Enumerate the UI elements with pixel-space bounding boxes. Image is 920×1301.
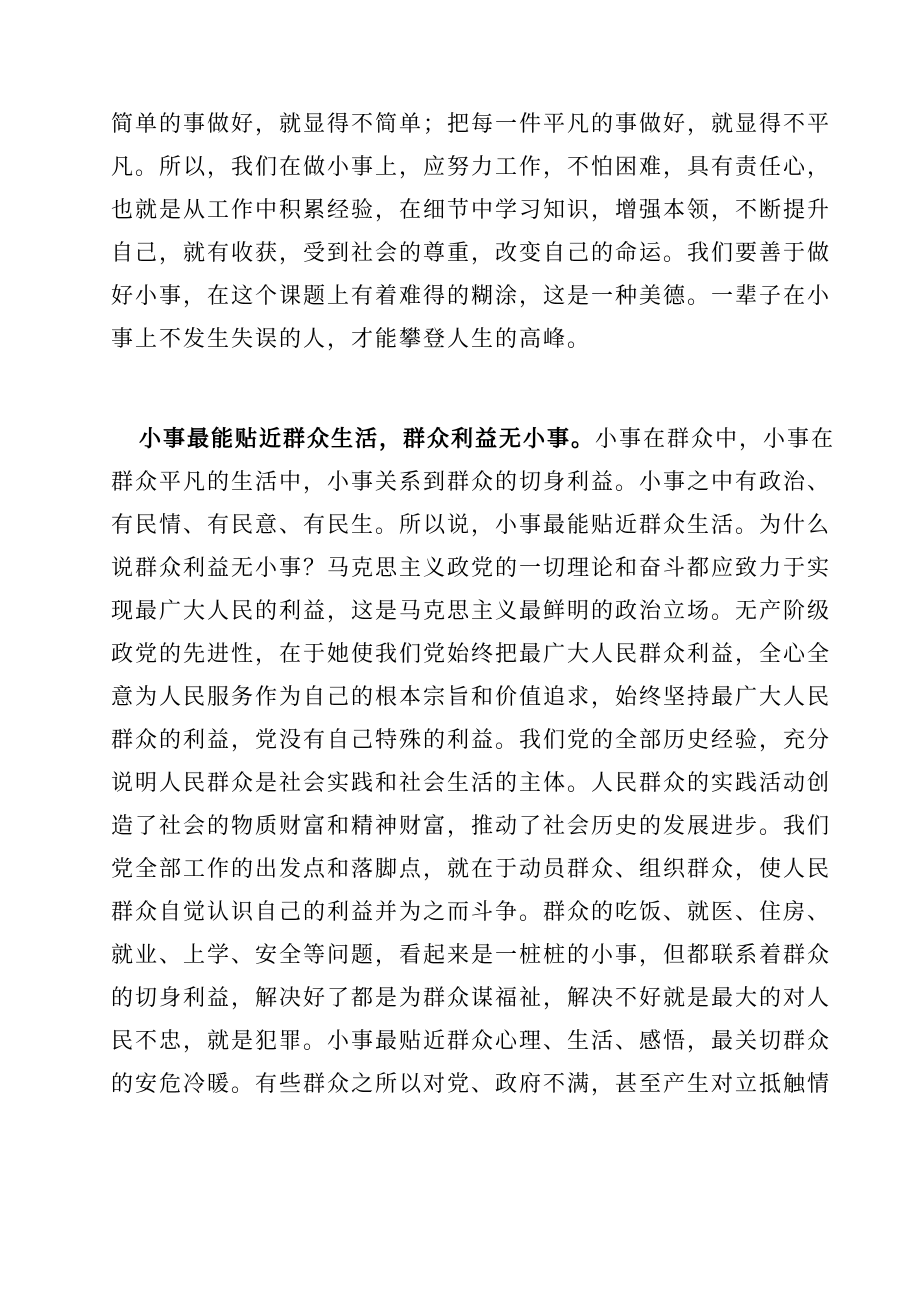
text-line: 凡。所以，我们在做小事上，应努力工作，不怕困难，具有责任心，: [111, 155, 832, 180]
text-line: 说明人民群众是社会实践和社会生活的主体。人民群众的实践活动创: [111, 771, 832, 796]
text-line: 说群众利益无小事？马克思主义政党的一切理论和奋斗都应致力于实: [111, 556, 832, 581]
text-line: 党全部工作的出发点和落脚点，就在于动员群众、组织群众，使人民: [111, 857, 832, 882]
text-line: 自己，就有收获，受到社会的尊重，改变自己的命运。我们要善于做: [111, 241, 832, 266]
text-line: 群众平凡的生活中，小事关系到群众的切身利益。小事之中有政治、: [111, 470, 832, 495]
text-line: 事上不发生失误的人，才能攀登人生的高峰。: [111, 327, 592, 352]
first-line-rest: 小事在群众中，小事在: [595, 427, 836, 452]
text-line: 简单的事做好，就显得不简单；把每一件平凡的事做好，就显得不平: [111, 112, 832, 137]
text-line: 也就是从工作中积累经验，在细节中学习知识，增强本领，不断提升: [111, 198, 832, 223]
paragraph-heading: 小事最能贴近群众生活，群众利益无小事。: [139, 426, 596, 452]
text-line: 好小事，在这个课题上有着难得的糊涂，这是一种美德。一辈子在小: [111, 284, 832, 309]
text-line: 政党的先进性，在于她使我们党始终把最广大人民群众利益，全心全: [111, 642, 832, 667]
paragraph-1: [111, 103, 832, 361]
text-line: 群众自觉认识自己的利益并为之而斗争。群众的吃饭、就医、住房、: [111, 900, 832, 925]
text-line: 的安危冷暖。有些群众之所以对党、政府不满，甚至产生对立抵触情: [111, 1072, 832, 1097]
text-line: 的切身利益，解决好了都是为群众谋福祉，解决不好就是最大的对人: [111, 986, 832, 1011]
text-line: 群众的利益，党没有自己特殊的利益。我们党的全部历史经验，充分: [111, 728, 832, 753]
text-line: 有民情、有民意、有民生。所以说，小事最能贴近群众生活。为什么: [111, 513, 832, 538]
paragraph-2: [111, 418, 836, 1106]
text-line: 民不忠，就是犯罪。小事最贴近群众心理、生活、感悟，最关切群众: [111, 1029, 832, 1054]
text-line: 意为人民服务作为自己的根本宗旨和价值追求，始终坚持最广大人民: [111, 685, 832, 710]
text-line: 造了社会的物质财富和精神财富，推动了社会历史的发展进步。我们: [111, 814, 832, 839]
paragraph-2-first-line: [111, 418, 836, 461]
text-line: 就业、上学、安全等问题，看起来是一桩桩的小事，但都联系着群众: [111, 943, 832, 968]
text-line: 现最广大人民的利益，这是马克思主义最鲜明的政治立场。无产阶级: [111, 599, 832, 624]
